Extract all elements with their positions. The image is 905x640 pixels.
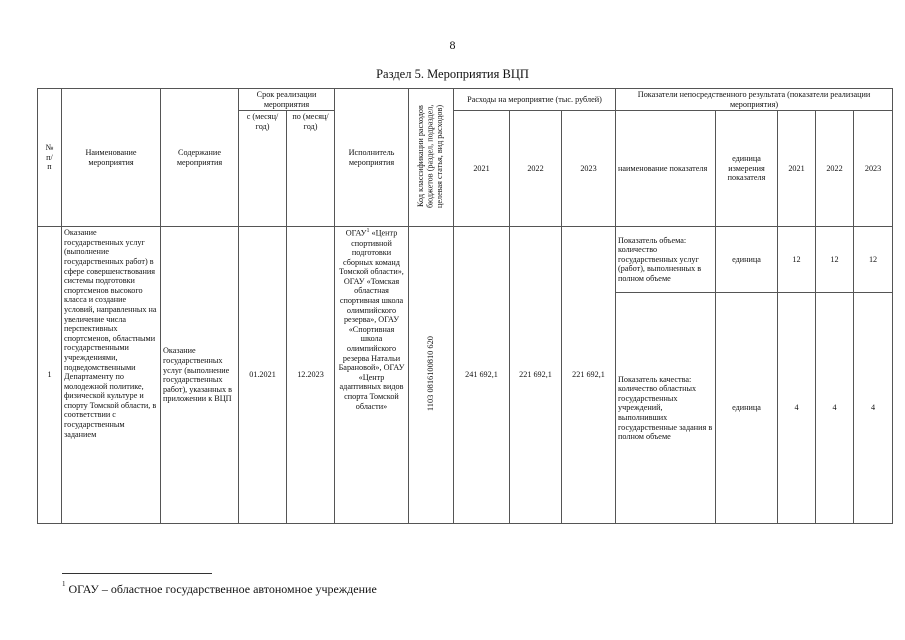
events-table <box>37 88 893 524</box>
header-year-2023: 2023 <box>562 111 616 227</box>
page-number: 8 <box>449 38 456 52</box>
indicator-value-2023: 12 <box>854 227 893 293</box>
executor-footnote-ref: 1 <box>366 228 370 235</box>
table-row <box>38 227 893 293</box>
header-executor: Исполнитель мероприятия <box>335 89 409 227</box>
header-expenses: Расходы на мероприятие (тыс. рублей) <box>454 89 616 111</box>
budget-code <box>409 227 454 524</box>
row-number: 1 <box>38 227 62 524</box>
expense-2023: 221 692,1 <box>562 227 616 524</box>
indicator-value-2022: 12 <box>816 227 854 293</box>
header-indicators: Показатели непосредственного результата (показатели реализации мероприятия) <box>616 89 893 111</box>
header-content: Содержание мероприятия <box>161 89 239 227</box>
header-ind-unit: единица измерения показателя <box>716 111 778 227</box>
footnote <box>62 582 377 597</box>
indicator-value-2021: 12 <box>778 227 816 293</box>
budget-code-text: 1103 0816100810 620 <box>426 336 436 412</box>
indicator-unit: единица <box>716 293 778 524</box>
indicator-value-2022: 4 <box>816 293 854 524</box>
period-to: 12.2023 <box>287 227 335 524</box>
executor-post: «Центр спортивной подготовки сборных команд Томской области», ОГАУ «Томская областная спортивная школа олимпийского резерва», ОГАУ «Спортивная школа олимпийского резерва Натальи Барановой», ОГАУ «Центр адаптивных видов спорта Томской области» <box>338 228 405 411</box>
indicator-value-2021: 4 <box>778 293 816 524</box>
period-from: 01.2021 <box>239 227 287 524</box>
expense-2022: 221 692,1 <box>510 227 562 524</box>
indicator-name: Показатель качества: количество областных государственных учреждений, выполнивших государственные задания в полном объеме <box>616 293 716 524</box>
header-code-text: Код классификации расходов бюджетов (раздел, подраздел, целевая статья, вид расходов) <box>416 104 445 208</box>
indicator-name: Показатель объема: количество государственных услуг (работ), выполненных в полном объеме <box>616 227 716 293</box>
header-period-to: по (месяц/ год) <box>287 111 335 227</box>
header-code <box>409 89 454 227</box>
header-ind-2022: 2022 <box>816 111 854 227</box>
header-period-from: с (месяц/ год) <box>239 111 287 227</box>
indicator-unit: единица <box>716 227 778 293</box>
header-ind-name: наименование показателя <box>616 111 716 227</box>
indicator-value-2023: 4 <box>854 293 893 524</box>
header-period: Срок реализации мероприятия <box>239 89 335 111</box>
footnote-text: ОГАУ – областное государственное автономное учреждение <box>68 582 377 596</box>
header-name: Наименование мероприятия <box>62 89 161 227</box>
header-year-2022: 2022 <box>510 111 562 227</box>
event-name: Оказание государственных услуг (выполнение государственных работ) в сфере совершенствования системы подготовки спортсменов высокого класса и создание условий, направленных на увеличение числа перспективных спортсменов, областными государственными учреждениями, подведомственными Департаменту по молодежной политике, физической культуре и спорту Томской области, в соответствии с государственным заданием <box>62 227 161 524</box>
section-title: Раздел 5. Мероприятия ВЦП <box>376 67 529 81</box>
header-row-1 <box>38 89 893 111</box>
header-year-2021: 2021 <box>454 111 510 227</box>
footnote-marker: 1 <box>62 580 66 588</box>
footnote-divider <box>62 573 212 574</box>
header-ind-2023: 2023 <box>854 111 893 227</box>
event-executor <box>335 227 409 524</box>
event-content: Оказание государственных услуг (выполнение государственных работ), указанных в приложении к ВЦП <box>161 227 239 524</box>
executor-pre: ОГАУ <box>345 228 367 238</box>
header-no: № п/ п <box>38 89 62 227</box>
expense-2021: 241 692,1 <box>454 227 510 524</box>
header-ind-2021: 2021 <box>778 111 816 227</box>
